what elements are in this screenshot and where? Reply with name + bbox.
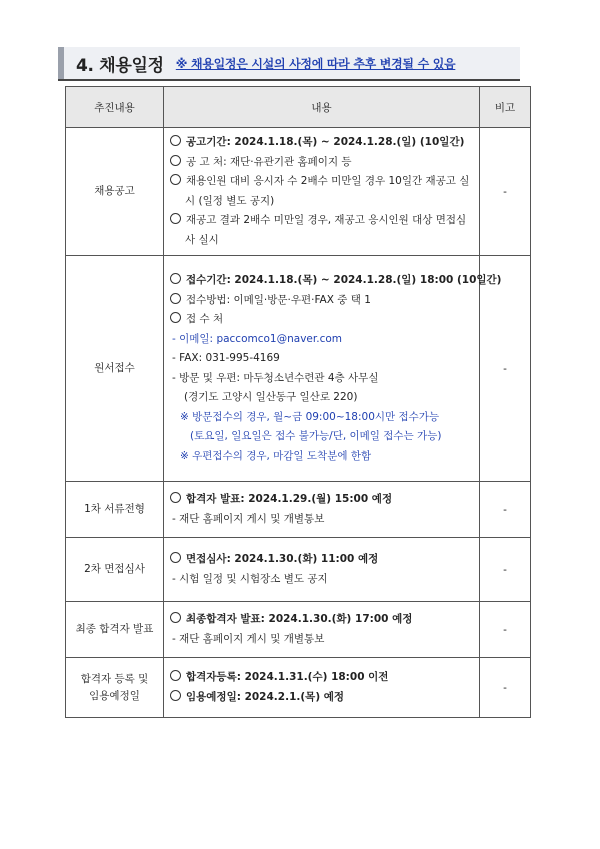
heading-accent-bar [58,47,64,79]
list-item: 합격자 발표: 2024.1.29.(월) 15:00 예정 [170,490,473,510]
circle-bullet-icon [170,552,181,563]
circle-bullet-icon [170,155,181,166]
row-category: 채용공고 [66,128,164,256]
header-category: 추진내용 [66,87,164,128]
row-content [164,602,480,658]
list-item: 접수방법: 이메일·방문·우편·FAX 중 택 1 [170,291,473,311]
header-content: 내용 [164,87,480,128]
circle-bullet-icon [170,670,181,681]
header-remark: 비고 [480,87,531,128]
visit-note-detail: (토요일, 일요일은 접수 불가능/단, 이메일 접수는 가능) [190,430,442,442]
row-category: 최종 합격자 발표 [66,602,164,658]
email-address: paccomco1@naver.com [216,332,342,345]
section-heading [58,47,520,79]
circle-bullet-icon [170,273,181,284]
row-category: 1차 서류전형 [66,482,164,538]
circle-bullet-icon [170,690,181,701]
circle-bullet-icon [170,213,181,224]
mail-note: ※ 우편접수의 경우, 마감일 도착분에 한함 [180,449,372,462]
section-title: 4. 채용일정 [76,55,164,76]
row-content [164,128,480,256]
list-item: - 재단 홈페이지 게시 및 개별통보 [172,512,325,525]
row-remark: - [480,658,531,718]
table-header-row [66,87,531,128]
row-category: 2차 면접심사 [66,538,164,602]
list-item: 면접심사: 2024.1.30.(화) 11:00 예정 [170,550,473,570]
heading-underline [58,79,520,81]
circle-bullet-icon [170,293,181,304]
list-item: 재공고 결과 2배수 미만일 경우, 재공고 응시인원 대상 면접심사 실시 [170,211,473,250]
list-item: 접 수 처 [170,310,473,330]
email-line: - 이메일: paccomco1@naver.com [172,332,342,345]
address-line: (경기도 고양시 일산동구 일산로 220) [184,391,358,403]
circle-bullet-icon [170,612,181,623]
schedule-change-note: ※ 채용일정은 시설의 사정에 따라 추후 변경될 수 있음 [175,56,456,71]
row-content [164,538,480,602]
list-item: 최종합격자 발표: 2024.1.30.(화) 17:00 예정 [170,610,473,630]
list-item: 합격자등록: 2024.1.31.(수) 18:00 이전 [170,668,473,688]
row-content [164,658,480,718]
table-row [66,538,531,602]
circle-bullet-icon [170,312,181,323]
row-remark: - [480,482,531,538]
list-item: 공고기간: 2024.1.18.(목) ~ 2024.1.28.(일) (10일간) [170,133,473,153]
row-category: 원서접수 [66,256,164,482]
list-item: 공 고 처: 재단·유관기관 홈페이지 등 [170,153,473,173]
circle-bullet-icon [170,492,181,503]
table-row [66,256,531,482]
row-content [164,256,502,482]
row-category: 합격자 등록 및 임용예정일 [66,658,164,718]
circle-bullet-icon [170,174,181,185]
row-remark: - [480,538,531,602]
list-item: 임용예정일: 2024.2.1.(목) 예정 [170,688,473,708]
schedule-table [65,86,531,718]
table-row [66,602,531,658]
table-row [66,482,531,538]
circle-bullet-icon [170,135,181,146]
visit-mail-line: - 방문 및 우편: 마두청소년수련관 4층 사무실 [172,371,379,384]
row-remark: - [480,128,531,256]
row-content [164,482,480,538]
list-item: - 시험 일정 및 시험장소 별도 공지 [172,572,328,585]
row-remark: - [480,602,531,658]
list-item: - 재단 홈페이지 게시 및 개별통보 [172,632,325,645]
table-row [66,128,531,256]
list-item: 채용인원 대비 응시자 수 2배수 미만일 경우 10일간 재공고 실시 (일정 별도 공지) [170,172,473,211]
list-item: 접수기간: 2024.1.18.(목) ~ 2024.1.28.(일) 18:00 (10일간) [170,271,473,291]
row-remark: - [480,256,531,482]
fax-line: - FAX: 031-995-4169 [172,352,280,364]
visit-note: ※ 방문접수의 경우, 월~금 09:00~18:00시만 접수가능 [180,410,440,423]
table-row [66,658,531,718]
